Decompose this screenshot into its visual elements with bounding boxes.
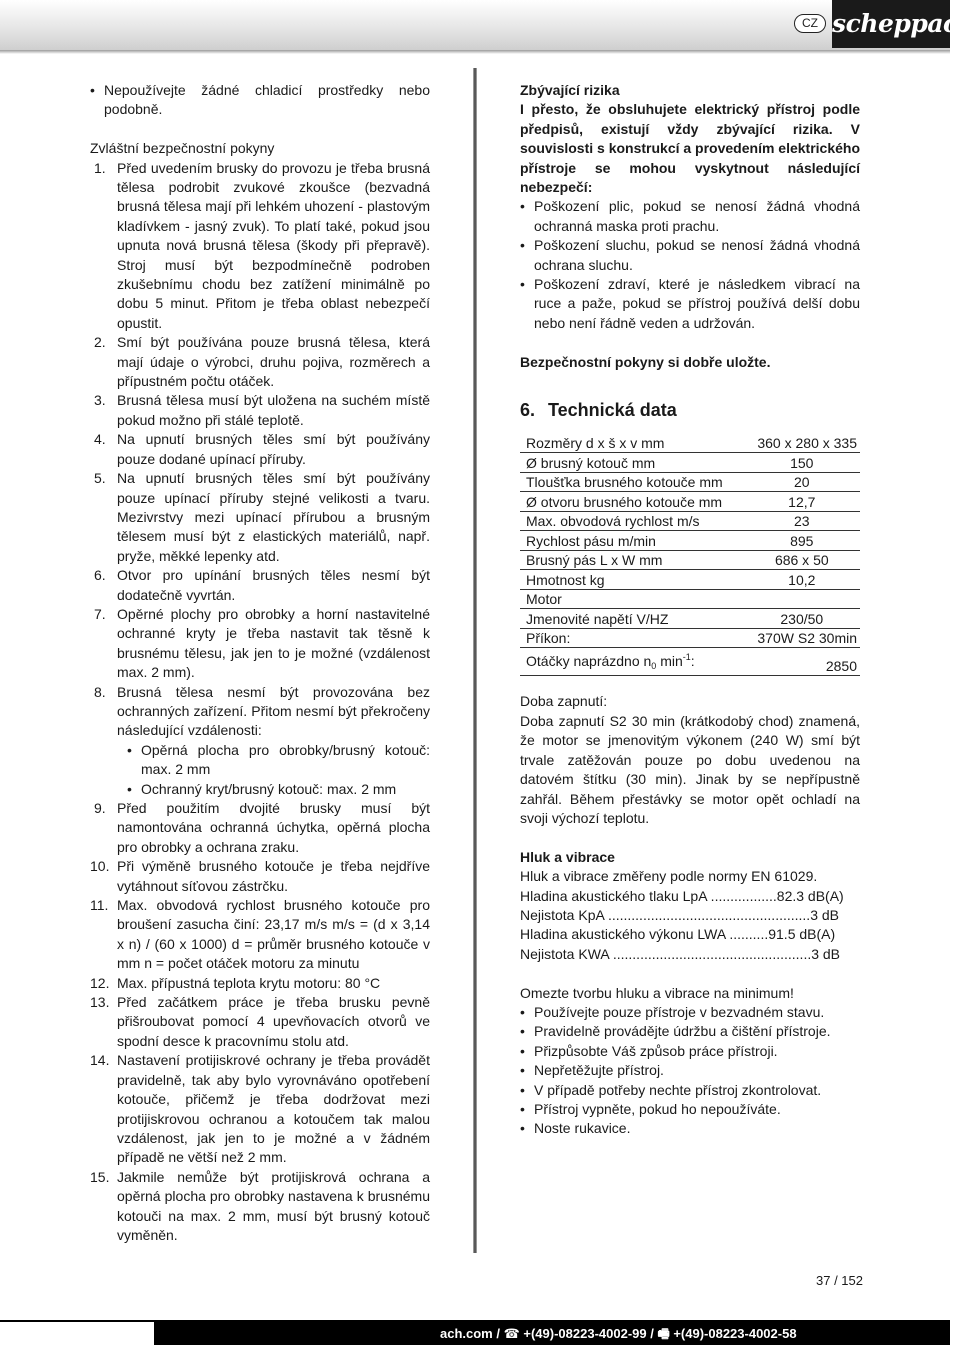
language-badge: CZ — [794, 14, 826, 33]
table-row — [520, 648, 860, 676]
section-title: Technická data — [548, 400, 677, 421]
noise-line: Hladina akustického výkonu LWA ..........91.5 dB(A) — [520, 926, 836, 943]
list-item: 8. Brusná tělesa nesmí být provozována bez ochranných zařízení. Přitom nesmí být překročeny následující vzdálenosti: • Opěrná plocha pro obrobky/brusný kotouč: max. 2 mm • Ochranný kryt/brusný kotouč: max. 2 mm — [90, 683, 430, 799]
right-column — [520, 81, 860, 1139]
list-item: 11. Max. obvodová rychlost brusného kotouče pro broušení zasucha činí: 23,17 m/s m/s = (d x 3,14 x n) / (60 x 1000) d = průměr brusného kotouče v mm n = počet otáček motoru za minutu — [90, 897, 430, 972]
noise-line: Hluk a vibrace změřeny podle normy EN 61029. — [520, 868, 818, 885]
reduce-noise-list — [520, 1003, 860, 1139]
table-row — [520, 628, 860, 648]
list-item: 7. Opěrné plochy pro obrobky a horní nastavitelné ochranné kryty je třeba nastavit tak těsně k brusnému tělesu, jak jen to je možné (vzdálenost max. 2 mm). — [94, 605, 430, 681]
list-item: • Poškození sluchu, pokud se nenosí žádná vhodná ochrana sluchu. — [520, 236, 860, 275]
table-cell-value: 23 — [744, 511, 860, 531]
list-item: 5. Na upnutí brusných těles smí být používány pouze upínací příruby stejné velikosti a tvaru. Mezivrstvy mezi upínací přírubou a brusným tělesem musí být z elastických materiálů, např. pryže, měkké lepenky atd. — [94, 470, 430, 564]
section-heading — [520, 397, 860, 423]
table-cell-value: 686 x 50 — [744, 550, 860, 570]
table-cell-label: Tloušťka brusného kotouče mm — [520, 472, 744, 492]
residual-risks-title: Zbývající rizika — [520, 82, 620, 98]
table-row — [520, 472, 860, 492]
list-item: 6. Otvor pro upínání brusných těles nesmí být dodatečně vyvrtán. — [94, 567, 430, 603]
list-item: 10. Při výměně brusného kotouče je třeba nejdříve vytáhnout síťovou zástrčku. — [90, 858, 430, 894]
brand-logo: scheppach — [832, 0, 950, 48]
list-item: • Poškození plic, pokud se nenosí žádná vhodná ochranná maska proti prachu. — [520, 197, 860, 236]
table-row — [520, 609, 860, 629]
table-cell-label: Jmenovité napětí V/HZ — [520, 609, 744, 629]
table-cell-value: 20 — [744, 472, 860, 492]
tech-data-table — [520, 433, 860, 676]
table-row — [520, 453, 860, 473]
table-cell-value: 370W S2 30min — [744, 628, 860, 648]
list-item: 12. Max. přípustná teplota krytu motoru: 80 °C — [90, 974, 381, 991]
keep-instructions-note: Bezpečnostní pokyny si dobře uložte. — [520, 353, 771, 370]
list-item: 15. Jakmile nemůže být protijiskrová ochrana a opěrná plocha pro obrobky nastavena k brusnému kotouči na max. 2 mm, musí být brusný kotouč vyměněn. — [90, 1168, 430, 1243]
table-row — [520, 589, 860, 609]
table-cell-label: Ø otvoru brusného kotouče mm — [520, 492, 744, 512]
list-item: • Pravidelně provádějte údržbu a čištění přístroje. — [520, 1022, 860, 1041]
noise-line: Nejistota KpA ....................................................3 dB — [520, 906, 839, 923]
table-cell-value: 2850 — [744, 648, 860, 676]
table-cell-label: Hmotnost kg — [520, 570, 744, 590]
table-row — [520, 531, 860, 551]
residual-risks-intro: I přesto, že obsluhujete elektrický přístroj podle předpisů, existují vždy zbývající rizika. V souvislosti s konstrukcí a provedením elektrického přístroje se mohou vyskytnout následující nebezpečí: — [520, 101, 861, 196]
table-cell-label: Otáčky naprázdno $n_0$ $\min^{-1}$: — [520, 648, 744, 676]
table-cell-value: 10,2 — [744, 570, 860, 590]
list-item: 9. Před použitím dvojité brusky musí být namontována ochranná úchytka, opěrná plocha pro obrobky a ochrana zraku. — [94, 800, 430, 855]
table-row — [520, 570, 860, 590]
table-cell-label: Motor — [520, 589, 744, 609]
table-cell-value: 150 — [744, 453, 860, 473]
noise-line: Nejistota KWA ...................................................3 dB — [520, 945, 841, 962]
noise-line: Hladina akustického tlaku LpA .................82.3 dB(A) — [520, 887, 844, 904]
noise-title: Hluk a vibrace — [520, 848, 615, 865]
footer-contact: ach.com / ☎ +(49)-08223-4002-99 / 🖷 +(49)-08223-4002-58 — [248, 1322, 950, 1345]
table-cell-label: Ø brusný kotouč mm — [520, 453, 744, 473]
list-item: 14. Nastavení protijiskrové ochrany je třeba provádět pravidelně, tak aby bylo vyrovnáváno opotřebení kotouče, přičemž je třeba dodržovat mezi protijiskrovou ochranou a kotoučem tak malou vzdálenost, jak jen to je možné a v žádném případě ne větší než 2 mm. — [90, 1052, 430, 1166]
list-item: • Používejte pouze přístroje v bezvadném stavu. — [520, 1003, 860, 1022]
table-cell-value: 12,7 — [744, 492, 860, 512]
list-item: 3. Brusná tělesa musí být uložena na suchém místě pokud možno při stálé teplotě. — [94, 392, 430, 428]
table-cell-value: 360 x 280 x 335 — [744, 433, 860, 453]
table-row — [520, 433, 860, 453]
reduce-noise-title: Omezte tvorbu hluku a vibrace na minimum! — [520, 984, 794, 1001]
footer-block — [154, 1322, 248, 1345]
distance-sublist — [117, 741, 430, 799]
table-cell-label: Max. obvodová rychlost m/s — [520, 511, 744, 531]
sublist-item: • Ochranný kryt/brusný kotouč: max. 2 mm — [117, 780, 430, 799]
list-item: • V případě potřeby nechte přístroj zkontrolovat. — [520, 1081, 860, 1100]
special-safety-title: Zvláštní bezpečnostní pokyny — [90, 140, 275, 157]
table-cell-label: Rychlost pásu m/min — [520, 531, 744, 551]
list-item: 2. Smí být používána pouze brusná tělesa, která mají údaje o výrobci, druhu pojiva, rozměrech a přípustném počtu otáček. — [94, 334, 430, 390]
table-row — [520, 492, 860, 512]
table-cell-label: Rozměry d x š x v mm — [520, 433, 744, 453]
list-item: 1. Před uvedením brusky do provozu je třeba brusná tělesa podrobit zvukové zkoušce (bezvadná brusná tělesa mají při lehkém uhození - plastovým kladívkem - jasný zvuk). To platí také, pokud jsou upnuta nová brusná tělesa (škody při přepravě). Stroj musí být bezpodmínečně podroben zkušebnímu chodu bez zatížení minimálně po dobu 5 minut. Přitom je třeba oblast nebezpečí opustit. — [94, 159, 430, 331]
page-number: 37 / 152 — [816, 1273, 863, 1288]
residual-risks-list — [520, 197, 860, 333]
column-divider — [473, 68, 477, 1253]
intro-bullet: • Nepoužívejte žádné chladicí prostředky nebo podobně. — [90, 81, 430, 120]
left-column — [90, 81, 430, 1245]
footer-blank — [0, 1322, 154, 1345]
list-item: • Noste rukavice. — [520, 1119, 860, 1138]
table-cell-value: 895 — [744, 531, 860, 551]
list-item: • Nepřetěžujte přístroj. — [520, 1061, 860, 1080]
table-cell-value — [744, 589, 860, 609]
list-item: 4. Na upnutí brusných těles smí být používány pouze dodané upínací příruby. — [94, 431, 430, 467]
list-item: • Přístroj vypněte, pokud ho nepoužíváte. — [520, 1100, 860, 1119]
list-item: • Přizpůsobte Váš způsob práce přístroji. — [520, 1042, 860, 1061]
section-number: 6. — [520, 400, 536, 421]
header-shadow — [0, 50, 950, 54]
list-item: 13. Před začátkem práce je třeba brusku pevně přišroubovat pomocí 4 upevňovacích otvorů ve spodní desce k pracovnímu stolu atd. — [90, 994, 430, 1049]
list-item: • Poškození zdraví, které je následkem vibrací na ruce a paže, pokud se přístroj používá delší dobu nebo není řádně veden a udržován. — [520, 275, 860, 333]
table-row — [520, 550, 860, 570]
table-row — [520, 511, 860, 531]
sublist-item: • Opěrná plocha pro obrobky/brusný kotouč: max. 2 mm — [117, 741, 430, 780]
special-safety-list — [90, 159, 430, 1246]
table-cell-value: 230/50 — [744, 609, 860, 629]
duty-cycle-title: Doba zapnutí: — [520, 693, 608, 710]
table-cell-label: Příkon: — [520, 628, 744, 648]
duty-cycle-text: Doba zapnutí S2 30 min (krátkodobý chod) znamená, že motor se jmenovitým výkonem (240 W) smí být trvale zatěžován pouze po dobu uvedenou na datovém štítku (30 min). Jinak by se nepřípustně zahřál. Během přestávky se motor opět ochladí na svoji výchozí teplotu. — [520, 712, 860, 826]
table-cell-label: Brusný pás L x W mm — [520, 550, 744, 570]
